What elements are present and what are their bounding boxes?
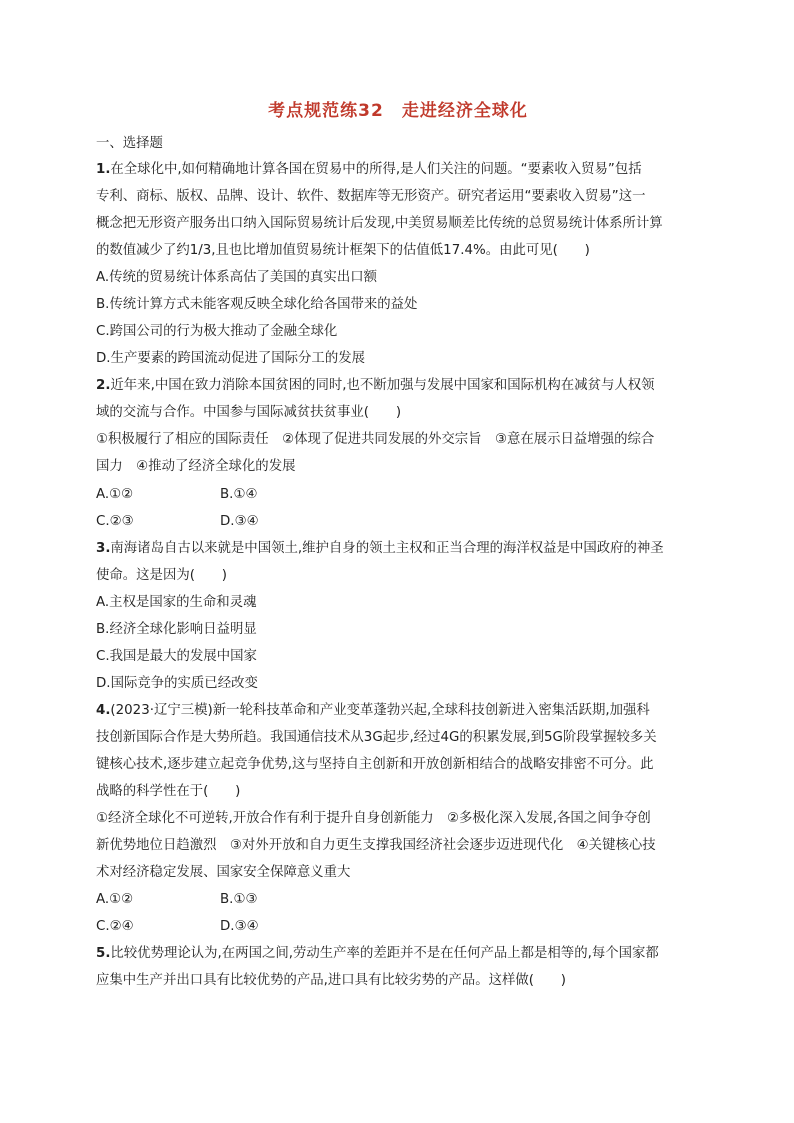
question-1-option-b: B.传统计算方式未能客观反映全球化给各国带来的益处: [96, 297, 418, 312]
question-1-number: 1.: [96, 162, 111, 177]
question-1-line-3: 概念把无形资产服务出口纳入国际贸易统计后发现,中美贸易顺差比传统的总贸易统计体系所计算: [96, 216, 663, 231]
question-4-option-a: A.①②: [96, 892, 134, 907]
question-1-option-a: A.传统的贸易统计体系高估了美国的真实出口额: [96, 270, 377, 285]
question-2-line-2: 域的交流与合作。中国参与国际减贫扶贫事业( ): [96, 405, 402, 420]
question-4-line-3: 键核心技术,逐步建立起竞争优势,这与坚持自主创新和开放创新相结合的战略安排密不可分。此: [96, 757, 654, 772]
question-5-line-2: 应集中生产并出口具有比较优势的产品,进口具有比较劣势的产品。这样做( ): [96, 973, 566, 988]
question-3-option-b: B.经济全球化影响日益明显: [96, 622, 257, 637]
question-2-option-c: C.②③: [96, 514, 134, 529]
section-heading: 一、选择题: [96, 136, 163, 151]
question-4-line-4: 战略的科学性在于( ): [96, 784, 241, 799]
question-2-option-a: A.①②: [96, 487, 134, 502]
question-4-option-d: D.③④: [220, 919, 259, 934]
question-1-option-c: C.跨国公司的行为极大推动了金融全球化: [96, 324, 338, 339]
question-4-line-1: 4.(2023·辽宁三模)新一轮科技革命和产业变革蓬勃兴起,全球科技创新进入密集活跃期,加强科: [96, 703, 650, 718]
question-3-number: 3.: [96, 541, 111, 556]
question-4-line-7: 术对经济稳定发展、国家安全保障意义重大: [96, 865, 351, 880]
question-2-option-b: B.①④: [220, 487, 258, 502]
question-2-line-4: 国力 ④推动了经济全球化的发展: [96, 459, 296, 474]
question-1-option-d: D.生产要素的跨国流动促进了国际分工的发展: [96, 351, 365, 366]
question-2-option-d: D.③④: [220, 514, 259, 529]
question-3-line-2: 使命。这是因为( ): [96, 568, 227, 583]
question-3-option-c: C.我国是最大的发展中国家: [96, 649, 257, 664]
question-4-line-2: 技创新国际合作是大势所趋。我国通信技术从3G起步,经过4G的积累发展,到5G阶段掌握较多关: [96, 730, 657, 745]
question-3-option-a: A.主权是国家的生命和灵魂: [96, 595, 257, 610]
question-4-option-c: C.②④: [96, 919, 134, 934]
question-3-option-d: D.国际竞争的实质已经改变: [96, 676, 258, 691]
question-4-number: 4.: [96, 703, 111, 718]
question-2-line-1: 2.近年来,中国在致力消除本国贫困的同时,也不断加强与发展中国家和国际机构在减贫与人权领: [96, 378, 655, 393]
question-5-line-1: 5.比较优势理论认为,在两国之间,劳动生产率的差距并不是在任何产品上都是相等的,每个国家都: [96, 946, 659, 961]
question-1-line-4: 的数值减少了约1/3,且也比增加值贸易统计框架下的估值低17.4%。由此可见( ): [96, 243, 590, 258]
question-2-number: 2.: [96, 378, 111, 393]
question-3-line-1: 3.南海诸岛自古以来就是中国领土,维护自身的领土主权和正当合理的海洋权益是中国政府的神圣: [96, 541, 664, 556]
question-5-number: 5.: [96, 946, 111, 961]
question-1-line-1: 1.在全球化中,如何精确地计算各国在贸易中的所得,是人们关注的问题。“要素收入贸易”包括: [96, 162, 642, 177]
question-2-line-3: ①积极履行了相应的国际责任 ②体现了促进共同发展的外交宗旨 ③意在展示日益增强的综合: [96, 432, 655, 447]
question-1-line-2: 专利、商标、版权、品牌、设计、软件、数据库等无形资产。研究者运用“要素收入贸易”这一: [96, 189, 646, 204]
question-4-line-5: ①经济全球化不可逆转,开放合作有利于提升自身创新能力 ②多极化深入发展,各国之间争夺创: [96, 811, 651, 826]
question-4-option-b: B.①③: [220, 892, 258, 907]
question-4-line-6: 新优势地位日趋激烈 ③对外开放和自力更生支撑我国经济社会逐步迈进现代化 ④关键核心技: [96, 838, 656, 853]
page-title: 考点规范练32 走进经济全球化: [268, 101, 528, 121]
